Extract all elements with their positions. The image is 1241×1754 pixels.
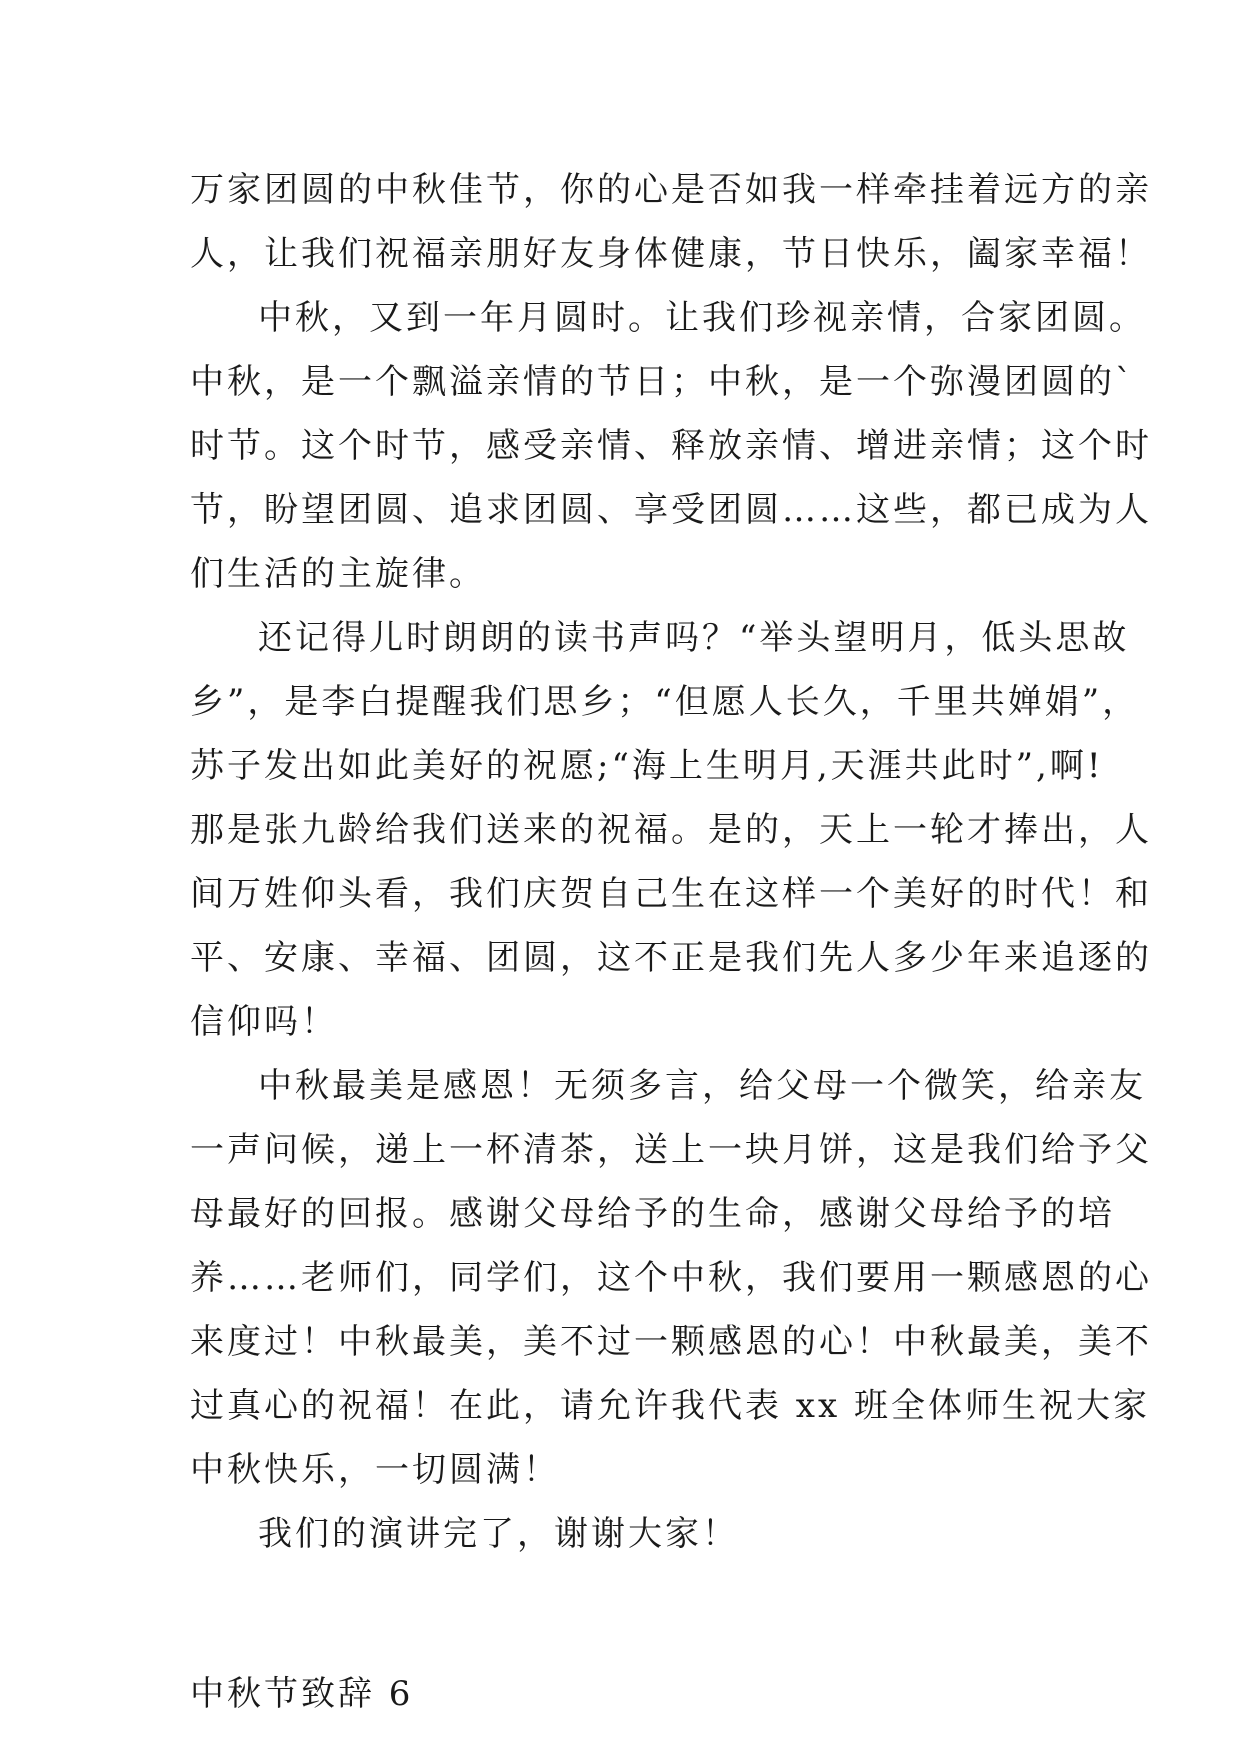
text-line: 中秋最美是感恩！无须多言，给父母一个微笑，给亲友 <box>258 1066 1146 1106</box>
text-line: 信仰吗！ <box>190 1002 338 1042</box>
text-line: 过真心的祝福！在此，请允许我代表 xx 班全体师生祝大家 <box>190 1386 1150 1426</box>
text-line: 养……老师们，同学们，这个中秋，我们要用一颗感恩的心 <box>190 1258 1152 1298</box>
text-line: 万家团圆的中秋佳节，你的心是否如我一样牵挂着远方的亲 <box>190 170 1152 210</box>
text-line: 们生活的主旋律。 <box>190 554 486 594</box>
text-line: 我们的演讲完了，谢谢大家！ <box>258 1514 739 1554</box>
text-line: 平、安康、幸福、团圆，这不正是我们先人多少年来追逐的 <box>190 938 1152 978</box>
text-line: 间万姓仰头看，我们庆贺自己生在这样一个美好的时代！和 <box>190 874 1152 914</box>
text-line: 时节。这个时节，感受亲情、释放亲情、增进亲情；这个时 <box>190 426 1152 466</box>
text-line: 苏子发出如此美好的祝愿;“海上生明月,天涯共此时”,啊! <box>190 746 1104 786</box>
text-line: 还记得儿时朗朗的读书声吗？“举头望明月，低头思故 <box>258 618 1130 658</box>
paragraph <box>190 158 1152 286</box>
section-heading: 中秋节致辞 6 <box>190 1674 414 1714</box>
text-line: 一声问候，递上一杯清茶，送上一块月饼，这是我们给予父 <box>190 1130 1152 1170</box>
text-line: 来度过！中秋最美，美不过一颗感恩的心！中秋最美，美不 <box>190 1322 1152 1362</box>
text-line: 母最好的回报。感谢父母给予的生命，感谢父母给予的培 <box>190 1194 1115 1234</box>
paragraph <box>190 286 1152 606</box>
text-line: 中秋，是一个飘溢亲情的节日；中秋，是一个弥漫团圆的` <box>190 362 1135 402</box>
paragraph <box>190 1054 1152 1502</box>
text-line: 乡”，是李白提醒我们思乡；“但愿人长久，千里共婵娟”， <box>190 682 1140 722</box>
text-line: 中秋，又到一年月圆时。让我们珍视亲情，合家团圆。 <box>258 298 1146 338</box>
text-line: 人，让我们祝福亲朋好友身体健康，节日快乐，阖家幸福！ <box>190 234 1152 274</box>
section-spacer <box>190 1566 1090 1662</box>
paragraph <box>190 606 1152 1054</box>
paragraph <box>190 1502 1090 1566</box>
text-line: 中秋快乐，一切圆满！ <box>190 1450 560 1490</box>
text-line: 节，盼望团圆、追求团圆、享受团圆……这些，都已成为人 <box>190 490 1152 530</box>
text-line: 那是张九龄给我们送来的祝福。是的，天上一轮才捧出，人 <box>190 810 1152 850</box>
document-body <box>190 158 1152 1726</box>
